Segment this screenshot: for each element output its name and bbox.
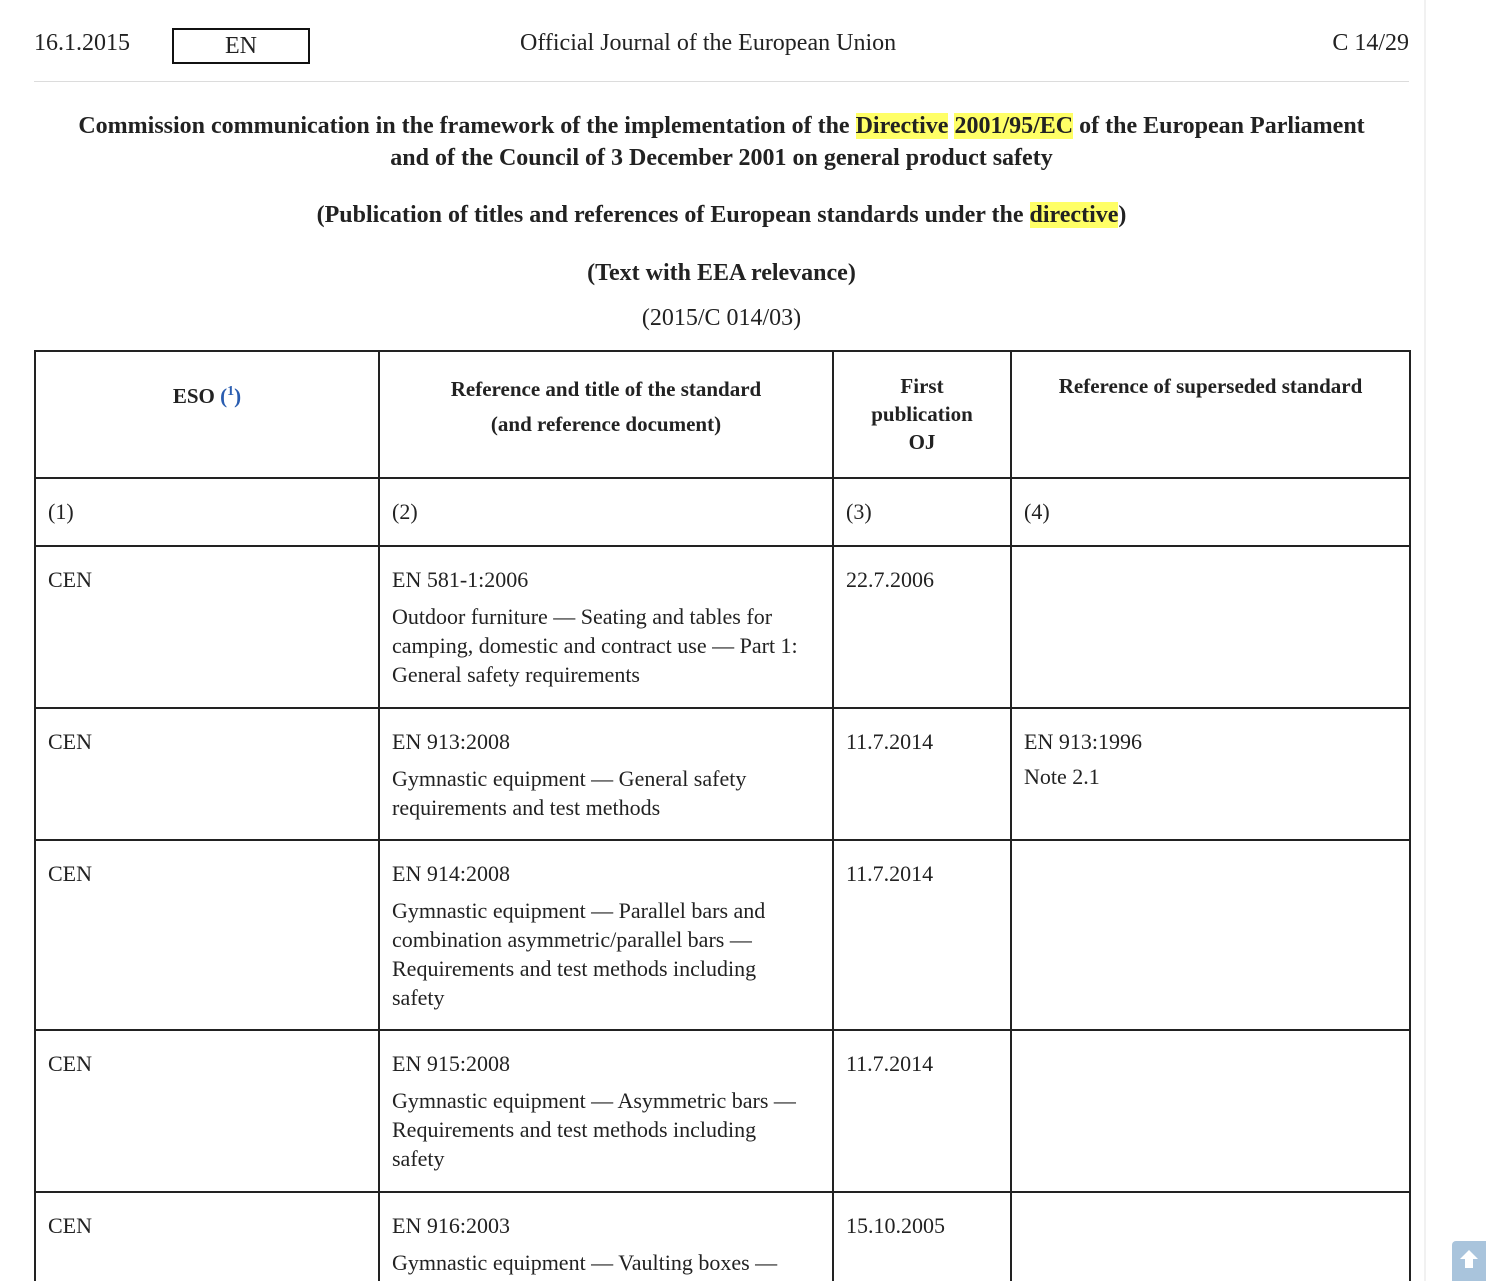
header-reference-line1: Reference and title of the standard bbox=[450, 377, 762, 401]
document-number: (2015/C 014/03) bbox=[641, 305, 802, 331]
subtitle-text: (Publication of titles and references of European standards under the bbox=[316, 202, 1030, 228]
column-number: (1) bbox=[35, 478, 379, 546]
standard-cell bbox=[379, 840, 833, 1030]
table-row bbox=[35, 840, 1410, 1030]
footnote-link[interactable] bbox=[220, 384, 241, 408]
footnote-open: ( bbox=[220, 384, 228, 408]
standard-reference: EN 913:2008 bbox=[392, 729, 510, 754]
superseded-note: Note 2.1 bbox=[1024, 764, 1100, 789]
first-publication-cell: 15.10.2005 bbox=[833, 1192, 1011, 1281]
standard-title bbox=[392, 1248, 820, 1277]
superseded-cell bbox=[1011, 840, 1410, 1030]
header-eso bbox=[35, 351, 379, 478]
standard-title bbox=[392, 896, 820, 1012]
highlight-directive: Directive bbox=[855, 113, 949, 139]
title-line: Requirements and test methods including bbox=[392, 1117, 757, 1142]
column-number: (3) bbox=[833, 478, 1011, 546]
title-line-2: and of the Council of 3 December 2001 on general product safety bbox=[390, 145, 1053, 171]
publication-subtitle bbox=[34, 199, 1409, 231]
standard-reference: EN 915:2008 bbox=[392, 1051, 510, 1076]
footnote-number: 1 bbox=[227, 384, 235, 399]
first-publication-cell: 11.7.2014 bbox=[833, 1030, 1011, 1192]
title-line: General safety requirements bbox=[392, 662, 640, 687]
highlight-directive-number: 2001/95/EC bbox=[954, 113, 1074, 139]
superseded-cell bbox=[1011, 708, 1410, 840]
footnote-close: ) bbox=[234, 384, 242, 408]
header-first-pub-line3: OJ bbox=[908, 430, 936, 454]
first-publication-cell: 11.7.2014 bbox=[833, 708, 1011, 840]
header-divider bbox=[34, 81, 1409, 82]
header-eso-label: ESO bbox=[172, 384, 215, 408]
standard-cell bbox=[379, 546, 833, 708]
header-superseded bbox=[1011, 351, 1410, 478]
superseded-reference: EN 913:1996 bbox=[1024, 729, 1142, 754]
table-row bbox=[35, 708, 1410, 840]
header-first-pub-line1: First bbox=[900, 374, 944, 398]
standard-title bbox=[392, 764, 820, 822]
title-line: Gymnastic equipment — Vaulting boxes — bbox=[392, 1250, 778, 1275]
column-number: (4) bbox=[1011, 478, 1410, 546]
standard-cell bbox=[379, 1030, 833, 1192]
header-first-pub-line2: publication bbox=[871, 402, 973, 426]
document-title bbox=[34, 110, 1409, 174]
journal-header bbox=[34, 28, 1409, 64]
title-line: combination asymmetric/parallel bars — bbox=[392, 927, 752, 952]
eso-cell: CEN bbox=[35, 1030, 379, 1192]
column-number: (2) bbox=[379, 478, 833, 546]
eso-cell: CEN bbox=[35, 546, 379, 708]
journal-name: Official Journal of the European Union bbox=[520, 30, 897, 56]
title-text: Commission communication in the framework of the implementation of the bbox=[78, 113, 856, 139]
arrow-up-icon bbox=[1457, 1247, 1481, 1271]
title-text-end: of the European Parliament bbox=[1073, 113, 1365, 139]
table-header-row bbox=[35, 351, 1410, 478]
header-superseded-label: Reference of superseded standard bbox=[1058, 374, 1363, 398]
title-line: Gymnastic equipment — Parallel bars and bbox=[392, 898, 766, 923]
title-line: Gymnastic equipment — Asymmetric bars — bbox=[392, 1088, 796, 1113]
standard-reference: EN 914:2008 bbox=[392, 861, 510, 886]
header-reference bbox=[379, 351, 833, 478]
back-to-top-button[interactable] bbox=[1452, 1241, 1486, 1281]
table-row bbox=[35, 1192, 1410, 1281]
table-row bbox=[35, 546, 1410, 708]
superseded-cell bbox=[1011, 1030, 1410, 1192]
title-line: safety bbox=[392, 985, 445, 1010]
title-line: camping, domestic and contract use — Part 1: bbox=[392, 633, 798, 658]
language-box: EN bbox=[172, 28, 310, 64]
first-publication-cell: 11.7.2014 bbox=[833, 840, 1011, 1030]
highlight-directive-lower: directive bbox=[1029, 202, 1119, 228]
page-reference: C 14/29 bbox=[1332, 30, 1409, 56]
title-line: safety bbox=[392, 1146, 445, 1171]
eso-cell: CEN bbox=[35, 840, 379, 1030]
standard-cell bbox=[379, 1192, 833, 1281]
title-line: Requirements and test methods including bbox=[392, 956, 757, 981]
superseded-cell bbox=[1011, 546, 1410, 708]
superseded-cell bbox=[1011, 1192, 1410, 1281]
standard-reference: EN 916:2003 bbox=[392, 1213, 510, 1238]
eea-relevance: (Text with EEA relevance) bbox=[587, 260, 856, 286]
title-line: requirements and test methods bbox=[392, 795, 661, 820]
publication-date: 16.1.2015 bbox=[34, 30, 130, 56]
header-reference-line2: (and reference document) bbox=[490, 412, 722, 436]
standard-title bbox=[392, 602, 820, 689]
title-line: Gymnastic equipment — General safety bbox=[392, 766, 747, 791]
column-number-row bbox=[35, 478, 1410, 546]
subtitle-close: ) bbox=[1118, 202, 1127, 228]
first-publication-cell: 22.7.2006 bbox=[833, 546, 1011, 708]
standard-reference: EN 581-1:2006 bbox=[392, 567, 529, 592]
scroll-edge bbox=[1424, 0, 1426, 1281]
eso-cell: CEN bbox=[35, 1192, 379, 1281]
title-line: Outdoor furniture — Seating and tables for bbox=[392, 604, 773, 629]
header-first-publication bbox=[833, 351, 1011, 478]
eso-cell: CEN bbox=[35, 708, 379, 840]
standard-cell bbox=[379, 708, 833, 840]
table-row bbox=[35, 1030, 1410, 1192]
standards-table bbox=[34, 350, 1411, 1281]
standard-title bbox=[392, 1086, 820, 1173]
